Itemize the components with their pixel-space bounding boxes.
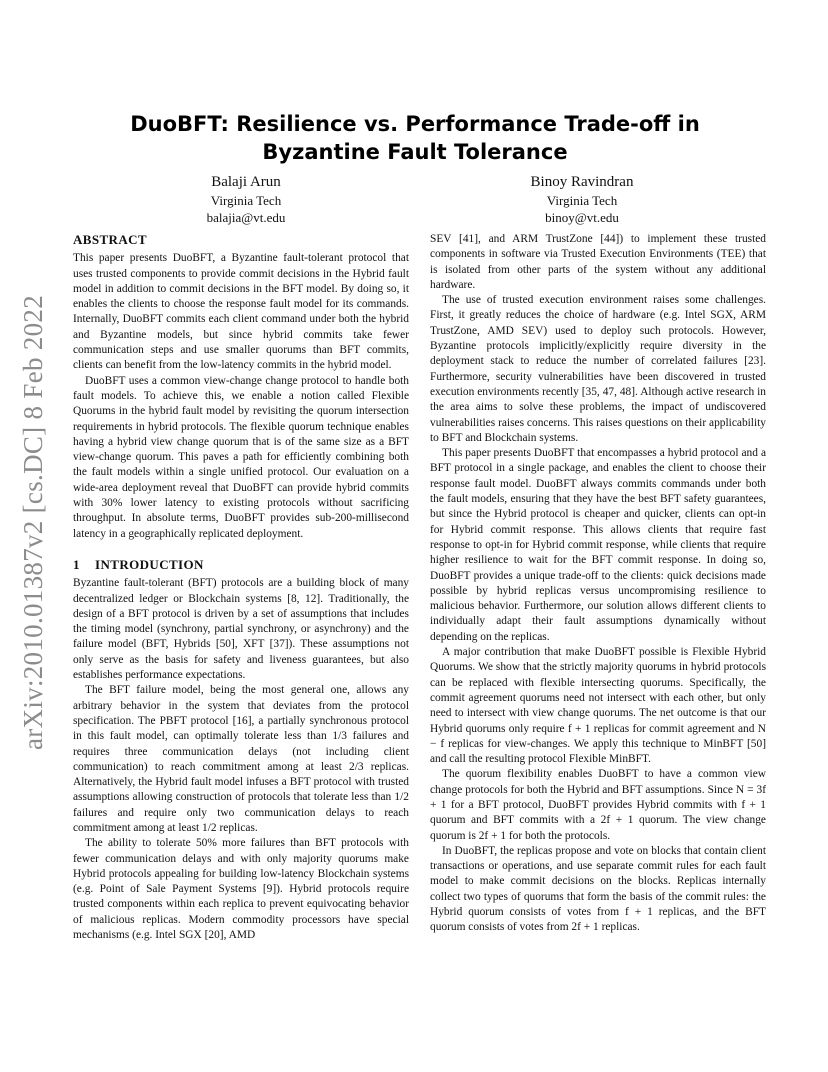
arxiv-side-stamp [14,292,54,752]
intro-paragraph: In DuoBFT, the replicas propose and vote on blocks that contain client transactions or operations, and use separate commit rules for each fault model to make commit decisions on the blocks. Replicas internally collect two types of quorums that form the basis of the commit rules: the Hybrid quorum consists of votes from f + 1 replicas, and the BFT quorum consists of votes from 2f + 1 replicas. [430,844,766,934]
author-affiliation: Virginia Tech [546,193,618,208]
intro-paragraph: The BFT failure model, being the most general one, allows any arbitrary behavior in the system that deviates from the protocol specification. The PBFT protocol [16], a partially synchronous protocol in this fault model, can optimally tolerate less than 1/3 failures and requires three communication delays (not including client communication) to reach commitment among at least 2/3 replicas. Alternatively, the Hybrid fault model infuses a BFT protocol with trusted assumptions allowing construction of protocols that tolerate less than 1/2 failures and require only two communication delays to reach commitment among at least 1/2 replicas. [73,684,409,834]
abstract-paragraph: This paper presents DuoBFT, a Byzantine fault-tolerant protocol that uses trusted components to provide commit decisions in the Hybrid fault model in addition to commit decisions in the BFT model. By doing so, it enables the clients to choose the response fault model for its commands. Internally, DuoBFT commits each client command under both the hybrid and Byzantine models, but since hybrid commits take fewer communication steps and use smaller quorums than BFT commits, clients can benefit from the low-latency commits in the hybrid model. [73,252,409,372]
author-name: Balaji Arun [211,174,281,190]
abstract-paragraph: DuoBFT uses a common view-change change protocol to handle both fault models. To achieve this, we enable a notion called Flexible Quorums in the hybrid fault model by revisiting the quorum intersection requirements in hybrid protocols. The flexible quorum technique enables having a hybrid view change quorum that is of the same size as a BFT view-change quorum. This paves a path for efficiently combining both the fault models within a single unified protocol. Our evaluation on a wide-area deployment reveal that DuoBFT can provide hybrid commits with 30% lower latency to existing protocols without sacrificing throughput. In absolute terms, DuoBFT provides sub-200-millisecond latency in a geographically replicated deployment. [73,374,409,540]
author-block-2 [462,173,702,226]
author-affiliation: Virginia Tech [210,193,282,208]
paper-title: DuoBFT: Resilience vs. Performance Trade-off in Byzantine Fault Tolerance [130,112,700,164]
intro-paragraph: Byzantine fault-tolerant (BFT) protocols are a building block of many decentralized ledger or Blockchain systems [8, 12]. Traditionally, the design of a BFT protocol is driven by a set of assumptions that includes the timing model (synchrony, partial synchrony, or asynchrony) and the failure model (BFT, Hybrids [50], XFT [37]). These assumptions not only serve as the basis for safety and liveness guarantees, but also establishes performance expectations. [73,577,409,682]
section-title: INTRODUCTION [95,556,204,572]
arxiv-identifier: arXiv:2010.01387v2 [cs.DC] 8 Feb 2022 [18,294,49,750]
left-column [73,232,409,943]
author-block-1 [126,173,366,226]
author-name: Binoy Ravindran [530,174,634,190]
author-email: binoy@vt.edu [545,210,619,225]
author-email: balajia@vt.edu [206,210,286,225]
intro-paragraph: The ability to tolerate 50% more failures than BFT protocols with fewer communication delays and with only majority quorums make Hybrid protocols appealing for building low-latency Blockchain systems (e.g. Point of Sale Payment Systems [9]). Hybrid protocols require trusted components within each replica to prevent equivocating behavior of malicious replicas. Modern commodity processors have special mechanisms (e.g. Intel SGX [20], AMD [73,837,409,942]
intro-paragraph: This paper presents DuoBFT that encompasses a hybrid protocol and a BFT protocol in a single package, and enables the client to choose their response fault model. DuoBFT always commits commands under both the fault models, ensuring that they have the best BFT safety guarantees, but since the Hybrid protocol is cheaper and quicker, clients can opt-in for Hybrid commit response. This allows clients that require fast response to opt-in for Hybrid commit response, while clients that require higher resilience to wait for the BFT commit response. In doing so, DuoBFT provides a unique trade-off to the clients: quick decisions made possible by hybrid replicas versus uncompromising resilience to malicious behavior. Furthermore, our solution allows different clients to individually adapt their fault assumptions dynamically without depending on the replicas. [430,447,766,643]
intro-paragraph: The quorum flexibility enables DuoBFT to have a common view change protocols for both the Hybrid and BFT assumptions. Since N = 3f + 1 for a BFT protocol, DuoBFT provides Hybrid commits with f + 1 quorum and BFT commits with a 2f + 1 quorum. The view change quorum is 2f + 1 for both the protocols. [430,768,766,842]
intro-paragraph: A major contribution that make DuoBFT possible is Flexible Hybrid Quorums. We show that the strictly majority quorums in hybrid protocols can be replaced with flexible intersecting quorums. Specifically, the commit agreement quorums need not intersect with each other, but only need to intersect with view change quorums. The net outcome is that our Hybrid quorums only require f + 1 replicas for commit agreement and N − f replicas for view-changes. We apply this technique to MinBFT [50] and call the resulting protocol Flexible MinBFT. [430,646,766,766]
intro-paragraph: SEV [41], and ARM TrustZone [44]) to implement these trusted components in software via Trusted Execution Environments (TEE) that is isolated from other parts of the system without any additional hardware. [430,233,766,291]
section-number: 1 [73,556,80,572]
intro-paragraph: The use of trusted execution environment raises some challenges. First, it greatly reduces the choice of hardware (e.g. Intel SGX, ARM TrustZone, AMD SEV) used to deploy such protocols. However, Byzantine protocols implicitly/explicitly require diversity in the deployment stack to reduce the number of correlated failures [23]. Furthermore, security vulnerabilities have been discovered in trusted execution environments recently [35, 47, 48]. Although active research in the area aims to solve these problems, the impact of undiscovered vulnerabilities raises concerns. This raises questions on their applicability to BFT and Blockchain systems. [430,294,766,444]
abstract-heading: ABSTRACT [73,232,147,247]
introduction-heading [73,557,409,572]
right-column [430,232,766,936]
